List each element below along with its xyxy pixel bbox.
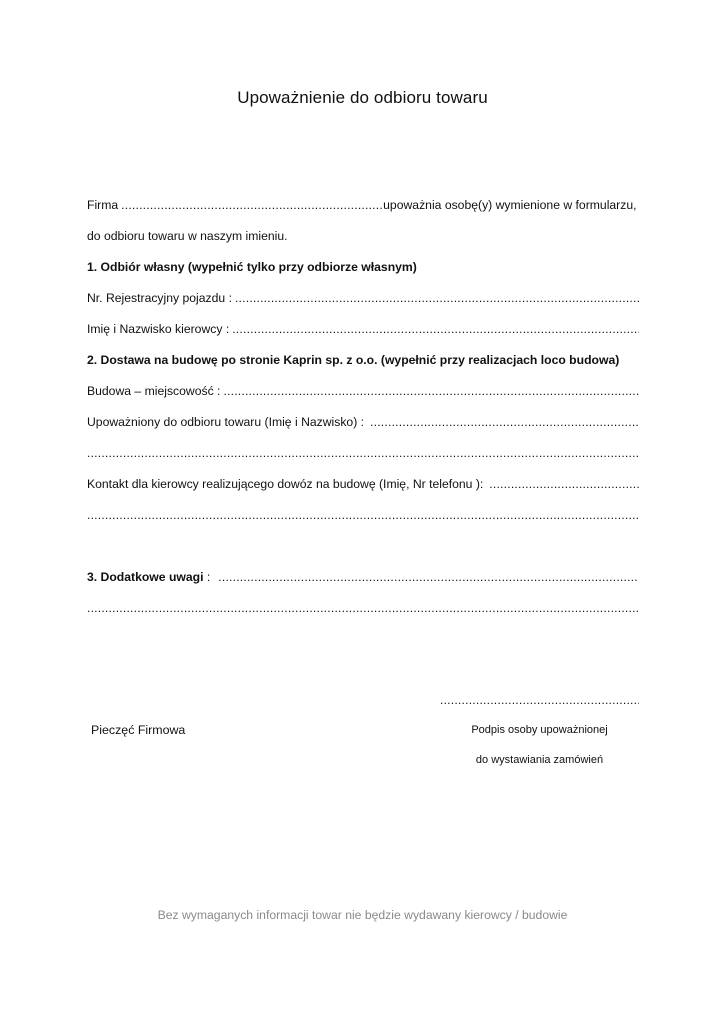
registration-fill-field[interactable]: [235, 290, 639, 306]
signature-caption-1: Podpis osoby upoważnionej: [471, 724, 608, 736]
remarks-label-group: [87, 569, 210, 585]
contact-label: Kontakt dla kierowcy realizującego dowóz na budowę (Imię, Nr telefonu ):: [87, 477, 484, 491]
remarks-fill-field[interactable]: [218, 569, 639, 585]
site-label: Budowa – miejscowość :: [87, 384, 221, 398]
remarks-fill-field-2[interactable]: [87, 600, 639, 616]
firma-fill-field[interactable]: [121, 197, 383, 213]
section2-heading: 2. Dostawa na budowę po stronie Kaprin sp. z o.o. (wypełnić przy realizacjach loco budowa): [87, 353, 620, 367]
firma-label: Firma: [87, 198, 119, 212]
document-title: Upoważnienie do odbioru towaru: [237, 88, 488, 107]
section3-heading: 3. Dodatkowe uwagi: [87, 570, 204, 584]
authorized-label: Upoważniony do odbioru towaru (Imię i Nazwisko) :: [87, 415, 365, 429]
authorized-fill-field-2[interactable]: [87, 445, 639, 461]
remarks-colon: :: [206, 570, 211, 584]
authorized-row: [87, 414, 639, 430]
firma-line: [87, 197, 639, 213]
driver-name-label: Imię i Nazwisko kierowcy :: [87, 322, 230, 336]
driver-name-fill-field[interactable]: [232, 321, 639, 337]
contact-fill-field-2[interactable]: [87, 507, 639, 523]
firma-suffix: upoważnia osobę(y) wymienione w formularzu,: [383, 198, 637, 212]
authorized-fill-field[interactable]: [370, 414, 639, 430]
footer-note: Bez wymaganych informacji towar nie będzie wydawany kierowcy / budowie: [157, 908, 568, 922]
site-row: [87, 383, 639, 399]
registration-row: [87, 290, 639, 306]
section1-heading: 1. Odbiór własny (wypełnić tylko przy odbiorze własnym): [87, 260, 417, 274]
contact-fill-field[interactable]: [489, 476, 639, 492]
remarks-row: [87, 569, 639, 585]
registration-label: Nr. Rejestracyjny pojazdu :: [87, 291, 232, 305]
site-fill-field[interactable]: [223, 383, 639, 399]
driver-name-row: [87, 321, 639, 337]
signature-line[interactable]: [440, 693, 639, 707]
intro-line-2: do odbioru towaru w naszym imieniu.: [87, 229, 288, 243]
signature-caption-2: do wystawiania zamówień: [475, 754, 604, 766]
contact-row: [87, 476, 639, 492]
company-stamp-label: Pieczęć Firmowa: [91, 723, 186, 737]
